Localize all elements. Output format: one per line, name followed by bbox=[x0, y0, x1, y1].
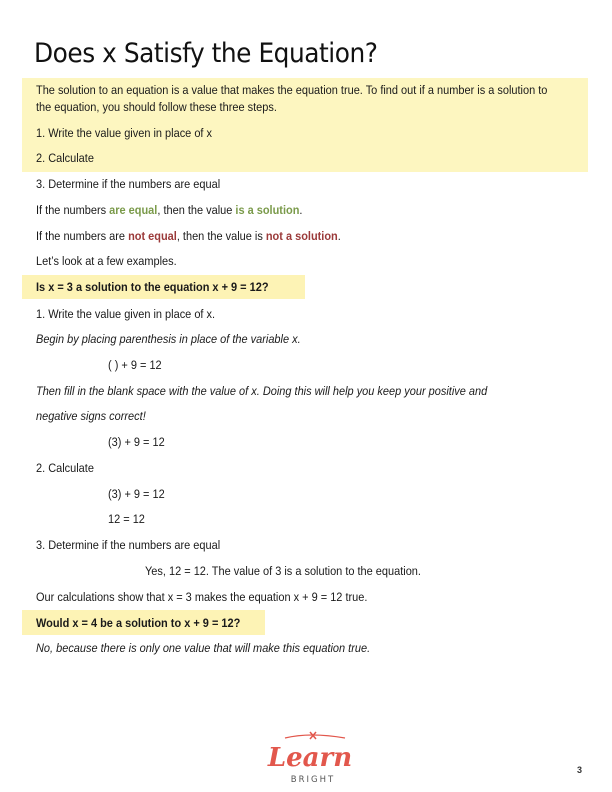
example1-step-3: 3. Determine if the numbers are equal bbox=[36, 538, 221, 552]
page-number: 3 bbox=[577, 765, 583, 775]
rule-equal-pre: If the numbers bbox=[36, 203, 110, 217]
logo-graphic bbox=[255, 730, 365, 786]
fill-note-1: Then fill in the blank space with the value of x. Doing this will help you keep your positive and bbox=[36, 384, 488, 398]
learn-bright-logo bbox=[255, 730, 365, 786]
example1-step-1-note: Begin by placing parenthesis in place of the variable x. bbox=[36, 332, 301, 346]
intro-step-2: 2. Calculate bbox=[36, 151, 94, 165]
intro-line-2: the equation, you should follow these three steps. bbox=[36, 100, 277, 114]
rule-not-equal-highlight-1: not equal bbox=[128, 229, 177, 243]
intro-step-3: 3. Determine if the numbers are equal bbox=[36, 177, 221, 191]
examples-intro: Let’s look at a few examples. bbox=[36, 254, 177, 268]
example2-answer: No, because there is only one value that will make this equation true. bbox=[36, 641, 371, 655]
rule-not-equal bbox=[36, 229, 341, 243]
logo-script-text: Learn bbox=[267, 743, 353, 773]
rule-not-equal-highlight-2: not a solution bbox=[265, 229, 338, 243]
rule-not-equal-pre: If the numbers are bbox=[36, 229, 129, 243]
intro-step-1: 1. Write the value given in place of x bbox=[36, 126, 213, 140]
intro-line-1: The solution to an equation is a value that makes the equation true. To find out if a number is a solution to bbox=[36, 83, 548, 97]
example1-question: Is x = 3 a solution to the equation x + 9 = 12? bbox=[36, 280, 269, 294]
rule-equal-highlight-2: is a solution bbox=[235, 203, 300, 217]
equation-blank: ( ) + 9 = 12 bbox=[108, 358, 162, 372]
logo-sub-text: BRIGHT bbox=[290, 775, 336, 785]
example1-step-1: 1. Write the value given in place of x. bbox=[36, 307, 216, 321]
rule-equal-highlight-1: are equal bbox=[109, 203, 158, 217]
fill-note-2: negative signs correct! bbox=[36, 409, 146, 423]
rule-equal-post: . bbox=[299, 203, 303, 217]
example1-result: Yes, 12 = 12. The value of 3 is a solution to the equation. bbox=[145, 564, 421, 578]
example1-conclusion: Our calculations show that x = 3 makes the equation x + 9 = 12 true. bbox=[36, 590, 368, 604]
rule-equal bbox=[36, 203, 302, 217]
example1-step-2: 2. Calculate bbox=[36, 461, 94, 475]
rule-not-equal-mid: , then the value is bbox=[176, 229, 266, 243]
calc-line-1: (3) + 9 = 12 bbox=[108, 487, 165, 501]
rule-equal-mid: , then the value bbox=[157, 203, 236, 217]
calc-line-2: 12 = 12 bbox=[108, 512, 145, 526]
page-title: Does x Satisfy the Equation? bbox=[34, 38, 378, 69]
example2-question: Would x = 4 be a solution to x + 9 = 12? bbox=[36, 616, 241, 630]
rule-not-equal-post: . bbox=[337, 229, 341, 243]
equation-filled: (3) + 9 = 12 bbox=[108, 435, 165, 449]
